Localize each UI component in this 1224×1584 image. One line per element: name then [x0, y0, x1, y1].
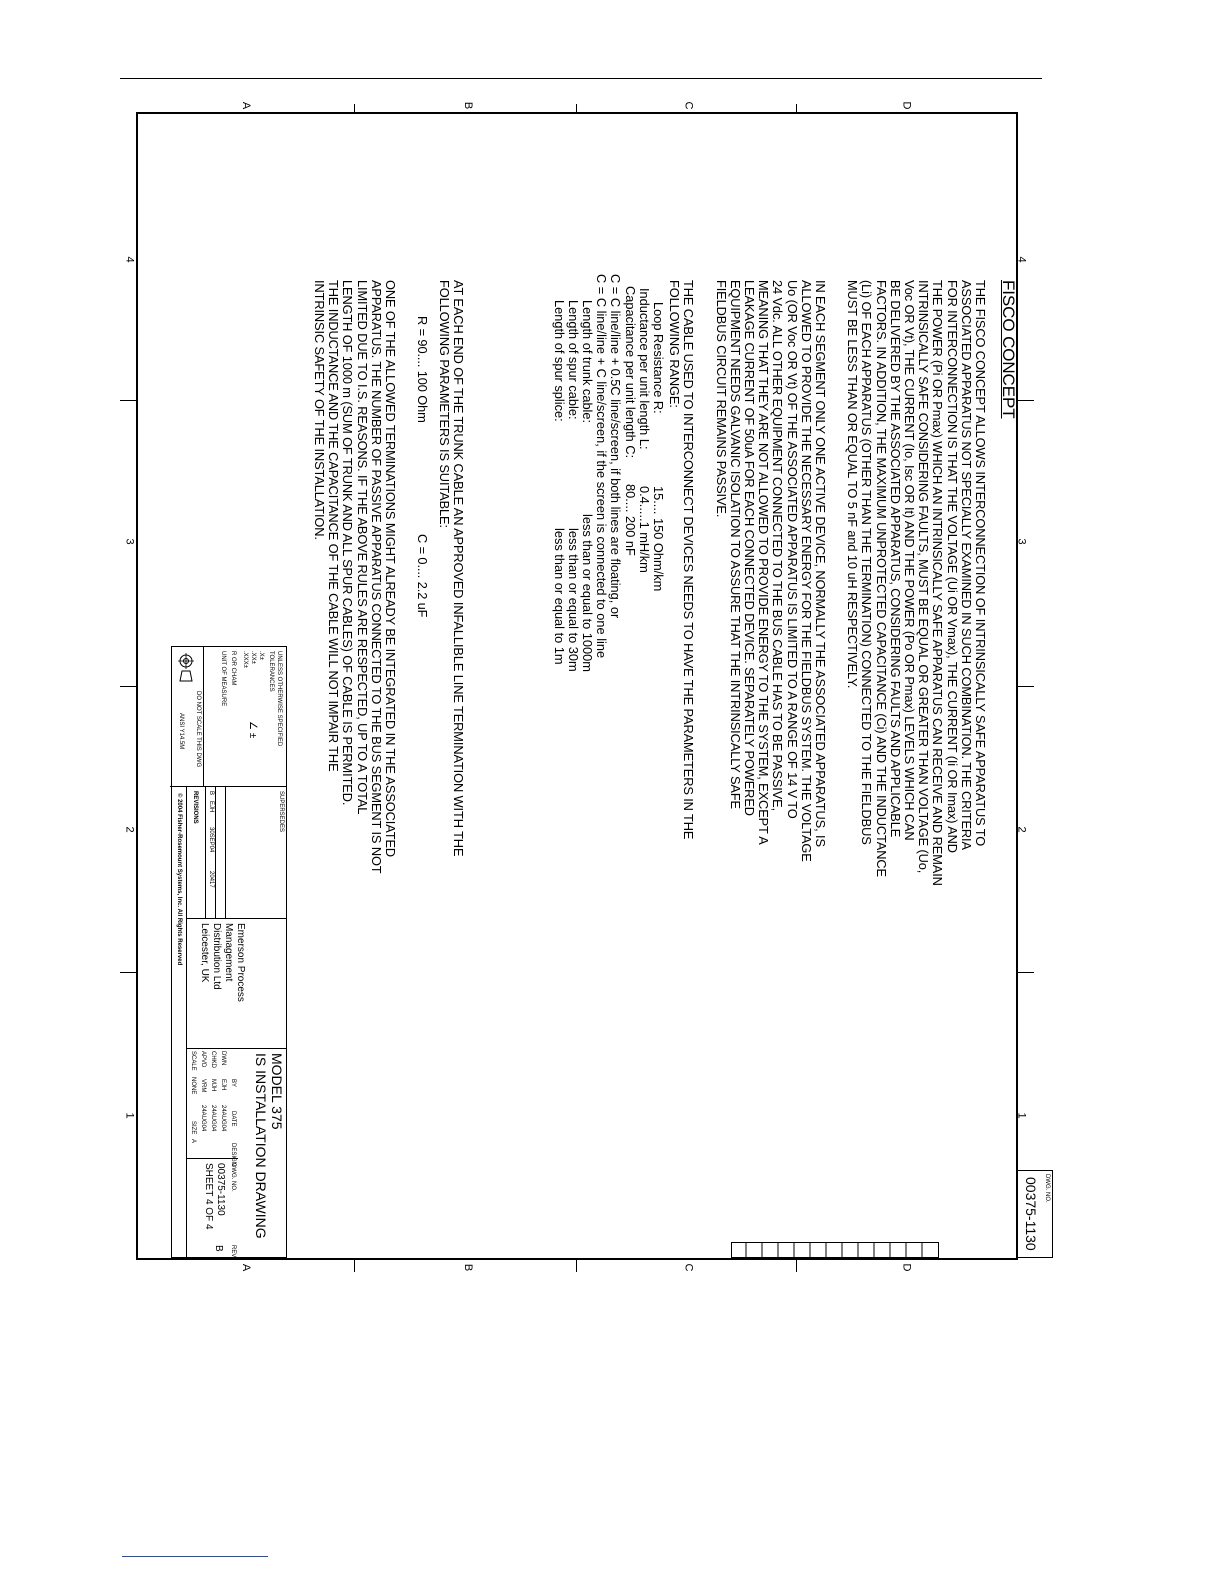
- tol-x: .X±: [258, 651, 264, 660]
- company-name-2: Management: [223, 923, 234, 982]
- tolerance-box: [170, 647, 286, 787]
- rev-by: EJH: [208, 801, 214, 813]
- section-heading: FISCO CONCEPT: [999, 280, 1018, 419]
- termination-capacitance: C = 0.... 2.2 uF: [415, 534, 430, 618]
- apvd-label: APVD: [200, 1051, 206, 1068]
- zone-letter: A: [240, 101, 253, 110]
- sheet-box: [186, 1159, 238, 1259]
- company-name-3: Distribution Ltd: [211, 923, 222, 990]
- date-label: DATE: [230, 1111, 236, 1127]
- zone-number: 2: [1015, 826, 1028, 833]
- revision-grid: [731, 1242, 939, 1258]
- zone-letter: B: [462, 101, 475, 110]
- zone-letter: C: [682, 101, 695, 110]
- apvd-by: VRM: [200, 1079, 206, 1093]
- formula-screen: C = C line/line + C line/screen, if the screen is connected to one line: [594, 274, 610, 659]
- zone-tick: [120, 686, 138, 687]
- zone-number: 1: [123, 1112, 136, 1119]
- termination-paragraph: AT EACH END OF THE TRUNK CABLE AN APPROVED INFALLIBLE LINE TERMINATION WITH THE FOLLOWING PARAMETERS IS SUITABLE:: [436, 280, 466, 857]
- splice-value: less than or equal to 1m: [551, 528, 567, 665]
- r-or-cham: R OR CHAM: [230, 651, 236, 686]
- termination-resistance: R = 90.... 100 Ohm: [415, 316, 430, 423]
- copyright: © 2004 Fisher-Rosemount Systems, Inc. All Rights Reserved: [176, 793, 182, 966]
- scale-value: NONE: [190, 1077, 196, 1095]
- drawing-title: IS INSTALLATION DRAWING: [253, 1053, 269, 1239]
- dwn-label: DWN: [220, 1051, 226, 1066]
- rev-label: REV: [230, 1245, 236, 1258]
- footer-link-rule: [122, 1556, 268, 1557]
- chkd-label: CHKD: [210, 1051, 216, 1069]
- tol-xx: .XX±: [250, 651, 256, 664]
- rev-value: B: [213, 1245, 224, 1252]
- loop-value: 15.... 150 Ohm/km: [651, 486, 666, 592]
- zone-tick: [354, 1258, 355, 1272]
- do-not-scale: DO NOT SCALE THIS DWG: [195, 691, 201, 768]
- projection-symbol-icon: [178, 653, 194, 683]
- zone-number: 4: [123, 256, 136, 263]
- inductance-value: 0.4.....1 mH/km: [636, 486, 652, 573]
- zone-number: 2: [123, 826, 136, 833]
- zone-letter: B: [462, 1263, 475, 1272]
- trunk-label: Length of trunk cable:: [579, 300, 595, 424]
- ansi-standard: ANSI Y14.5M: [178, 713, 184, 750]
- divider: [225, 787, 226, 919]
- rev-letter: B: [208, 791, 214, 796]
- zone-number: 3: [123, 538, 136, 545]
- capacitance-value: 80.... 200 nF: [622, 484, 638, 556]
- size-value: A: [190, 1139, 196, 1144]
- revisions-label: REVISIONS: [192, 791, 198, 824]
- company-location: Leicester, UK: [199, 923, 210, 983]
- zone-number: 3: [1015, 538, 1028, 545]
- divider: [205, 787, 206, 919]
- dwg-number-box: [1017, 1170, 1053, 1258]
- zone-tick: [120, 400, 138, 401]
- zone-letter: A: [240, 1263, 253, 1272]
- tol-xxx: .XXX±: [242, 651, 248, 668]
- zone-letter: D: [900, 1263, 913, 1272]
- dwn-by: EJH: [220, 1079, 226, 1091]
- zone-letter: D: [900, 101, 913, 110]
- rev-date: 30SEP04: [208, 827, 214, 853]
- unit-of-measure: UNIT OF MEASURE: [220, 651, 226, 707]
- supersedes-label: SUPERSEDES: [278, 791, 284, 833]
- signoff-table: [186, 1049, 238, 1167]
- zone-number: 1: [1015, 1112, 1028, 1119]
- drawing-content: [171, 110, 1053, 1258]
- fisco-paragraph-5: ONE OF THE ALLOWED TERMINATIONS MIGHT ALREADY BE INTEGRATED IN THE ASSOCIATED APPARATUS. THE NUMBER OF PASSIVE APPARATUS CONNECTED TO THE BUS SEGMENT IS NOT LIMITED DUE TO I.S. REASONS. IF THE ABOVE RULES ARE RESPECTED, UP TO A TOTAL LENGTH OF 1000 m (SUM OF TRUNK AND ALL SPUR CABLES) OF CABLE IS PERMITED. THE INDUCTANCE AND THE CAPACITANCE OF THE CABLE WILL NOT IMPAIR THE INTRINSIC SAFETY OF THE INSTALLATION.: [311, 280, 398, 874]
- sheet-number: SHEET 4 OF 4: [203, 1163, 214, 1230]
- divider: [215, 787, 216, 919]
- apvd-date: 24AUG04: [200, 1105, 206, 1132]
- rev-eco: 20417: [208, 871, 214, 888]
- cable-parameters: [551, 274, 666, 672]
- inductance-label: Inductance per unit length L:: [636, 288, 652, 450]
- model-title: MODEL 375: [269, 1053, 285, 1130]
- dwg-no-small-label: DWG. NO.: [230, 1163, 236, 1192]
- divider: [203, 647, 204, 787]
- title-block: [171, 646, 287, 1258]
- zone-number: 4: [1015, 256, 1028, 263]
- fisco-paragraph-3: THE CABLE USED TO INTERCONNECT DEVICES NEEDS TO HAVE THE PARAMETERS IN THE FOLLOWING RANGE:: [666, 280, 696, 840]
- splice-label: Length of spur splice:: [551, 300, 567, 422]
- dwg-no: 00375-1130: [1023, 1177, 1039, 1251]
- spur-value: less than or equal to 30m: [565, 528, 581, 672]
- revisions-table: [186, 787, 286, 919]
- tolerances-label: TOLERANCES: [268, 651, 274, 692]
- formula-floating: C = C line/line + 0.5C line/screen, if both lines are floating, or: [608, 274, 624, 619]
- zone-tick: [576, 1258, 577, 1272]
- dwg-no-small: 00375-1130: [215, 1163, 226, 1216]
- fisco-paragraph-2: IN EACH SEGMENT ONLY ONE ACTIVE DEVICE, NORMALLY THE ASSOCIATED APPARATUS, IS ALLOWED TO PROVIDE THE NECESSARY ENERGY FOR THE FIELDBUS SYSTEM. THE VOLTAGE Uo (OR Voc OR Vt) OF THE ASSOCIATED APPARATUS IS LIMITED TO A RANGE OF 14 V TO 24 Vdc. ALL OTHER EQUIPMENT CONNECTED TO THE BUS CABLE HAS TO BE PASSIVE, MEANING THAT THEY ARE NOT ALLOWED TO PROVIDE ENERGY TO THE SYSTEM, EXCEPT A LEAKAGE CURRENT OF 50uA FOR EACH CONNECTED DEVICE. SEPARATELY POWERED EQUIPMENT NEEDS GALVANIC ISOLATION TO ASSURE THAT THE INTRINSICALLY SAFE FIELDBUS CIRCUIT REMAINS PASSIVE.: [713, 280, 828, 862]
- dwg-no-label: DWG. NO.: [1044, 1174, 1050, 1203]
- spur-label: Length of spur cable:: [565, 300, 581, 420]
- chkd-by: MJH: [210, 1079, 216, 1092]
- scale-label: SCALE: [190, 1051, 196, 1071]
- tolerances-title: UNLESS OTHERWISE SPECIFIED: [276, 651, 282, 747]
- zone-tick: [120, 972, 138, 973]
- capacitance-label: Capacitance per unit length C:: [622, 286, 638, 459]
- company-name-1: Emerson Process: [235, 923, 246, 1002]
- tol-angle: ∠ ±: [247, 721, 258, 739]
- trunk-value: less than or equal to 1000m: [579, 514, 595, 672]
- zone-tick: [796, 1258, 797, 1272]
- size-label: SIZE: [190, 1121, 196, 1135]
- dwn-date: 24AUG04: [220, 1105, 226, 1132]
- company-box: [186, 919, 286, 1049]
- header-rule: [120, 78, 1042, 79]
- design-label: DESIGN: [230, 1143, 236, 1167]
- zone-letter: C: [682, 1263, 695, 1272]
- chkd-date: 24AUG04: [210, 1105, 216, 1132]
- loop-label: Loop Resistance R:: [651, 302, 666, 414]
- fisco-paragraph-1: THE FISCO CONCEPT ALLOWS INTERCONNECTION OF INTRINSICALLY SAFE APPARATUS TO ASSOCIATED APPARATUS NOT SPECIALLY EXAMINED IN SUCH COMBINATION. THE CRITERIA FOR INTERCONNECTION IS THAT THE VOLTAGE (Ui OR Vmax), THE CURRENT (Ii OR Imax) AND THE POWER (Pi OR Pmax) WHICH AN INTRINSICALLY SAFE APPARATUS CAN RECEIVE AND REMAIN INTRINSICALLY SAFE CONSIDERING FAULTS, MUST BE EQUAL OR GREATER THAN VOLTAGE (Uo, Voc OR Vt), THE CURRENT (Io, Isc OR It) AND THE POWER (Po OR Pmax) LEVELS WHICH CAN BE DELIVERED BY THE ASSOCIATED APPARATUS, CONSIDERING FAULTS AND APPLICABLE FACTORS. IN ADDITION, THE MAXIMUM UNPROTECTED CAPACITANCE (Ci) AND THE INDUCTANCE (Li) OF EACH APPARATUS (OTHER THAN THE TERMINATION) CONNECTED TO THE FIELDBUS MUST BE LESS THAN OR EQUAL TO 5 nF and 10 uH RESPECTIVELY.: [845, 280, 988, 886]
- by-label: BY: [230, 1079, 236, 1088]
